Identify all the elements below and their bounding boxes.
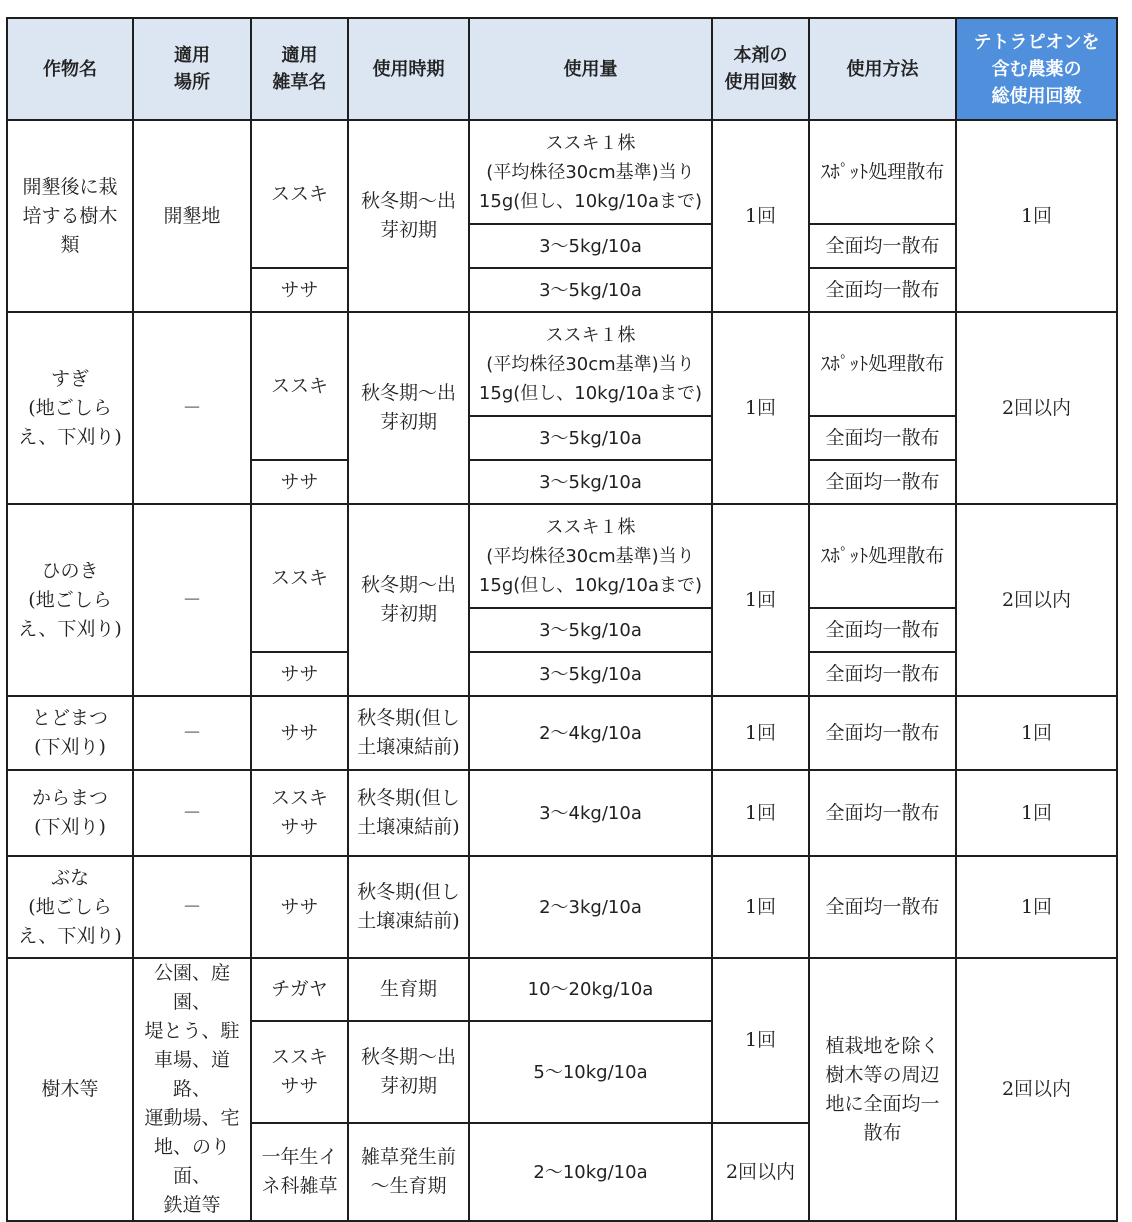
site-cell: － bbox=[133, 770, 251, 856]
timing-cell: 秋冬期(但し 土壌凍結前) bbox=[348, 696, 469, 770]
weed-cell: ササ bbox=[251, 696, 348, 770]
crop-cell: 樹木等 bbox=[7, 958, 133, 1221]
header-crop: 作物名 bbox=[7, 18, 133, 120]
timing-cell: 秋冬期〜出 芽初期 bbox=[348, 120, 469, 312]
weed-cell: ススキ bbox=[251, 312, 348, 460]
amount-cell: ススキ１株 (平均株径30cm基準)当り 15g(但し、10kg/10aまで) bbox=[469, 120, 712, 224]
method-cell: ｽﾎﾟｯﾄ処理散布 bbox=[809, 504, 956, 608]
weed-cell: 一年生イ ネ科雑草 bbox=[251, 1123, 348, 1221]
amount-cell: 2〜10kg/10a bbox=[469, 1123, 712, 1221]
crop-cell: からまつ (下刈り) bbox=[7, 770, 133, 856]
header-amount: 使用量 bbox=[469, 18, 712, 120]
timing-cell: 秋冬期(但し 土壌凍結前) bbox=[348, 770, 469, 856]
table-row bbox=[7, 958, 1117, 1021]
crop-cell: ひのき (地ごしら え、下刈り) bbox=[7, 504, 133, 696]
amount-cell: ススキ１株 (平均株径30cm基準)当り 15g(但し、10kg/10aまで) bbox=[469, 312, 712, 416]
times-cell: 2回以内 bbox=[712, 1123, 809, 1221]
table-row bbox=[7, 120, 1117, 224]
crop-cell: とどまつ (下刈り) bbox=[7, 696, 133, 770]
timing-cell: 秋冬期〜出 芽初期 bbox=[348, 504, 469, 696]
header-total: テトラピオンを 含む農薬の 総使用回数 bbox=[956, 18, 1117, 120]
amount-cell: 3〜4kg/10a bbox=[469, 770, 712, 856]
table-row bbox=[7, 856, 1117, 958]
total-cell: 2回以内 bbox=[956, 504, 1117, 696]
method-cell: 植栽地を除く 樹木等の周辺 地に全面均一 散布 bbox=[809, 958, 956, 1221]
total-cell: 1回 bbox=[956, 120, 1117, 312]
amount-cell: 2〜4kg/10a bbox=[469, 696, 712, 770]
site-cell: 公園、庭園、 堤とう、駐 車場、道路、 運動場、宅 地、のり面、 鉄道等 bbox=[133, 958, 251, 1221]
weed-cell: ススキ ササ bbox=[251, 770, 348, 856]
weed-cell: チガヤ bbox=[251, 958, 348, 1021]
method-cell: 全面均一散布 bbox=[809, 268, 956, 312]
method-cell: ｽﾎﾟｯﾄ処理散布 bbox=[809, 312, 956, 416]
site-cell: 開墾地 bbox=[133, 120, 251, 312]
amount-cell: 3〜5kg/10a bbox=[469, 608, 712, 652]
times-cell: 1回 bbox=[712, 856, 809, 958]
method-cell: 全面均一散布 bbox=[809, 224, 956, 268]
times-cell: 1回 bbox=[712, 696, 809, 770]
table-row bbox=[7, 504, 1117, 608]
header-method: 使用方法 bbox=[809, 18, 956, 120]
timing-cell: 秋冬期〜出 芽初期 bbox=[348, 1021, 469, 1123]
times-cell: 1回 bbox=[712, 120, 809, 312]
site-cell: － bbox=[133, 696, 251, 770]
header-row bbox=[7, 18, 1117, 120]
amount-cell: 5〜10kg/10a bbox=[469, 1021, 712, 1123]
pesticide-usage-table bbox=[6, 17, 1118, 1222]
timing-cell: 雑草発生前 〜生育期 bbox=[348, 1123, 469, 1221]
method-cell: 全面均一散布 bbox=[809, 770, 956, 856]
amount-cell: 3〜5kg/10a bbox=[469, 652, 712, 696]
timing-cell: 秋冬期(但し 土壌凍結前) bbox=[348, 856, 469, 958]
times-cell: 1回 bbox=[712, 770, 809, 856]
weed-cell: ススキ bbox=[251, 504, 348, 652]
amount-cell: 2〜3kg/10a bbox=[469, 856, 712, 958]
times-cell: 1回 bbox=[712, 312, 809, 504]
amount-cell: 3〜5kg/10a bbox=[469, 416, 712, 460]
amount-cell: 3〜5kg/10a bbox=[469, 224, 712, 268]
timing-cell: 生育期 bbox=[348, 958, 469, 1021]
weed-cell: ササ bbox=[251, 652, 348, 696]
site-cell: － bbox=[133, 312, 251, 504]
total-cell: 2回以内 bbox=[956, 958, 1117, 1221]
total-cell: 1回 bbox=[956, 770, 1117, 856]
table-row bbox=[7, 770, 1117, 856]
method-cell: 全面均一散布 bbox=[809, 416, 956, 460]
site-cell: － bbox=[133, 856, 251, 958]
weed-cell: ササ bbox=[251, 460, 348, 504]
amount-cell: 3〜5kg/10a bbox=[469, 460, 712, 504]
amount-cell: ススキ１株 (平均株径30cm基準)当り 15g(但し、10kg/10aまで) bbox=[469, 504, 712, 608]
weed-cell: ススキ bbox=[251, 120, 348, 268]
total-cell: 1回 bbox=[956, 856, 1117, 958]
method-cell: 全面均一散布 bbox=[809, 856, 956, 958]
weed-cell: ササ bbox=[251, 268, 348, 312]
weed-cell: ササ bbox=[251, 856, 348, 958]
times-cell: 1回 bbox=[712, 504, 809, 696]
weed-cell: ススキ ササ bbox=[251, 1021, 348, 1123]
crop-cell: 開墾後に栽 培する樹木 類 bbox=[7, 120, 133, 312]
header-weed: 適用 雑草名 bbox=[251, 18, 348, 120]
header-times: 本剤の 使用回数 bbox=[712, 18, 809, 120]
method-cell: 全面均一散布 bbox=[809, 460, 956, 504]
header-timing: 使用時期 bbox=[348, 18, 469, 120]
times-cell: 1回 bbox=[712, 958, 809, 1123]
timing-cell: 秋冬期〜出 芽初期 bbox=[348, 312, 469, 504]
total-cell: 2回以内 bbox=[956, 312, 1117, 504]
table-row bbox=[7, 696, 1117, 770]
crop-cell: ぶな (地ごしら え、下刈り) bbox=[7, 856, 133, 958]
table-row bbox=[7, 312, 1117, 416]
amount-cell: 10〜20kg/10a bbox=[469, 958, 712, 1021]
site-cell: － bbox=[133, 504, 251, 696]
method-cell: 全面均一散布 bbox=[809, 652, 956, 696]
method-cell: 全面均一散布 bbox=[809, 696, 956, 770]
amount-cell: 3〜5kg/10a bbox=[469, 268, 712, 312]
method-cell: 全面均一散布 bbox=[809, 608, 956, 652]
header-site: 適用 場所 bbox=[133, 18, 251, 120]
method-cell: ｽﾎﾟｯﾄ処理散布 bbox=[809, 120, 956, 224]
crop-cell: すぎ (地ごしら え、下刈り) bbox=[7, 312, 133, 504]
total-cell: 1回 bbox=[956, 696, 1117, 770]
